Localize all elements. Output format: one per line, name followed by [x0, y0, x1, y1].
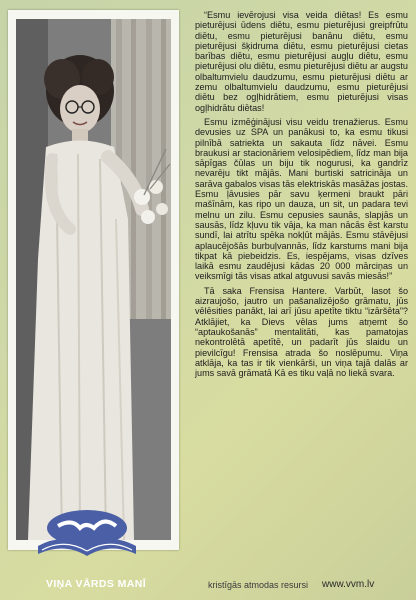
- open-book-icon: [28, 498, 146, 568]
- publisher-name: VIŅA VĀRDS MANĪ: [45, 578, 147, 590]
- description-text: [195, 10, 408, 382]
- paragraph-training: Esmu izmēģinājusi visu veidu trenažierus. Esmu devusies uz SPA un panākusi to, ka esmu tikusi pilnībā satriekta un sakauta līdz nāvei. Esmu braukusi ar stacionāriem velosipēdiem, līdz man bija sāpīgas čūlas un biju tik nogurusi, ka gandrīz nevarēju tikt mājās. Mani burtiski satricināja un sarāva gabalos visas tās elektriskās masāžas jostas. Esmu ļāvusies pār savu ķermeni braukt pāri mašīnām, kas ripo un dauza, un sit, un padara tevi melnu un zilu. Esmu cepusies saunās, slapjās un sausās, līdz kļuvu tik vāja, ka man nācās ēst karstu sundī, lai atrītu spēka nokļūt mājās. Esmu stāvējusi aplaucējošās burbuļvannās, līdz karstums mani bija tikpat kā piebeidzis. Es, iespējams, visas dzīves laikā esmu zaudējusi kādas 20 000 mārciņas un veiksmīgi tās visas atkal atguvusi savās miesās!”: [195, 116, 408, 282]
- author-photo: [8, 10, 179, 550]
- publisher-tagline: kristīgās atmodas resursi: [208, 580, 309, 590]
- publisher-logo: [28, 498, 146, 568]
- paragraph-diets: “Esmu ievērojusi visa veida diētas! Es esmu pieturējusi ūdens diētu, esmu pieturējusi greipfrūtu diētu, esmu pieturējusi banānu diētu, esmu pieturējusi šķidruma diētu, esmu pieturējusi cietas barības diētu, esmu pieturējusi augļu diētu, esmu pieturējusi olu diētu, esmu pieturējusi diētu ar augstu olbaltumvielu daudzumu, esmu pieturējusi diētu ar zemu olbaltumvielu daudzumu, esmu pieturējusi diētu bez ogļhidrātiem, esmu pieturējusi visas ogļhidrātu diētas!: [195, 10, 408, 113]
- woman-figure-illustration: [16, 19, 171, 540]
- website-link[interactable]: www.vvm.lv: [322, 579, 375, 590]
- paragraph-summary: Tā saka Frensisa Hantere. Varbūt, lasot šo aizraujošo, jautro un pašanalizējošo grāmatu, jūs vēlēsities panākt, lai arī jūsu apetīte tiktu “izāršēta”? Atklājiet, ka Dievs vēlas jums atņemt šo “aptaukošanās” mentalitāti, kas pamatojas nekontrolētā apetītē, un padarīt jūs slaidu un pievilcīgu! Frensisa atrada šo noslēpumu. Viņa atklāja, ka tas ir tik vienkārši, un viņa tajā dalās ar jums savā grāmatā Kā es tiku vaļā no liekā svara.: [195, 285, 408, 379]
- author-photo-image: [16, 19, 171, 540]
